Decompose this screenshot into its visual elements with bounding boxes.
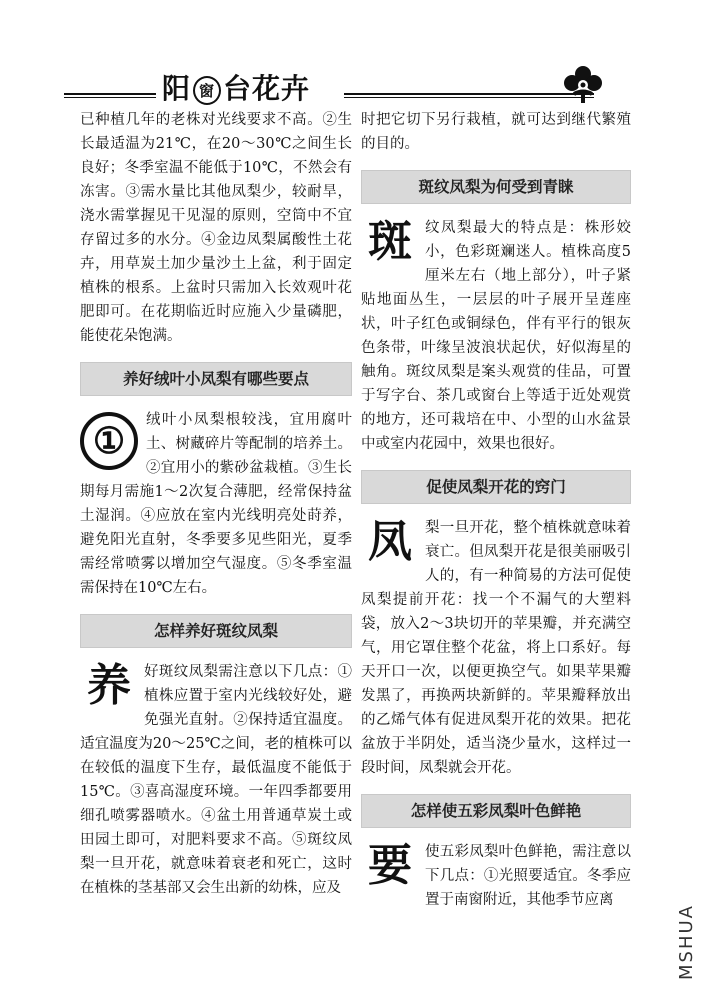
drop-cap: 要	[368, 840, 412, 891]
right-paragraph-1: 时把它切下另行栽植，就可达到继代繁殖的目的。	[361, 112, 631, 152]
section-heading	[80, 362, 352, 396]
heading-text: 怎样使五彩凤梨叶色鲜艳	[410, 802, 582, 820]
article-body	[361, 840, 631, 912]
drop-cap: 养	[87, 660, 131, 711]
header-rule-left	[64, 93, 156, 98]
heading-text: 促使凤梨开花的窍门	[426, 478, 566, 496]
article-body	[80, 660, 352, 900]
header-rule-right	[344, 93, 594, 98]
section-heading	[361, 170, 631, 204]
section-heading	[80, 614, 352, 648]
section-heading	[361, 794, 631, 828]
article-body	[361, 516, 631, 780]
title-part1: 阳	[162, 72, 192, 105]
right-paragraph-4: 使五彩凤梨叶色鲜艳，需注意以下几点：①光照要适宜。冬季应置于南窗附近，其他季节应离	[425, 844, 631, 908]
drop-cap: 斑	[368, 216, 412, 267]
watermark	[676, 880, 700, 990]
heading-text: 养好绒叶小凤梨有哪些要点	[122, 370, 309, 388]
flower-emblem-icon	[560, 61, 606, 107]
left-column	[80, 108, 352, 900]
right-paragraph-2: 纹凤梨最大的特点是：株形姣小，色彩斑斓迷人。植株高度5厘米左右（地上部分），叶子紧贴地面丛生，一层层的叶子展开呈莲座状，叶子红色或铜绿色，伴有平行的银灰色条带，叶缘呈波浪状起伏，好似海星的触角。斑纹凤梨是案头观赏的佳品，可置于写字台、茶几或窗台上等适于近处观赏的地方，还可栽培在中、小型的山水盆景中或室内花园中，效果也很好。	[361, 220, 631, 452]
left-paragraph-1: 已种植几年的老株对光线要求不高。②生长最适温为21℃，在20～30℃之间生长良好；冬季室温不能低于10℃，不然会有冻害。③需水量比其他凤梨少，较耐旱，浇水需掌握见干见湿的原则，空筒中不宜存留过多的水分。④金边凤梨属酸性土花卉，用草炭土加少量沙土上盆，利于固定植株的根系。上盆时只需加入长效观叶花肥即可。在花期临近时应施入少量磷肥，能使花朵饱满。	[80, 112, 352, 344]
article-body	[80, 408, 352, 600]
title-part2: 台花卉	[223, 72, 311, 105]
right-column	[361, 108, 631, 912]
title-seal: 窗	[193, 76, 221, 105]
drop-cap: 凤	[368, 516, 412, 567]
left-paragraph-2: 绒叶小凤梨根较浅，宜用腐叶土、树藏碎片等配制的培养土。②宜用小的紫砂盆栽植。③生长期每月需施1～2次复合薄肥，经常保持盆土湿润。④应放在室内光线明亮处莳养，避免阳光直射，冬季要多见些阳光，夏季需经常喷雾以增加空气湿度。⑤冬季室温需保持在10℃左右。	[80, 412, 352, 596]
left-paragraph-3: 好斑纹凤梨需注意以下几点：①植株应置于室内光线较好处，避免强光直射。②保持适宜温度。适宜温度为20～25℃之间，老的植株可以在较低的温度下生存，最低温度不能低于15℃。③喜高湿度环境。一年四季都要用细孔喷雾器喷水。④盆土用普通草炭土或田园土即可，对肥料要求不高。⑤斑纹凤梨一旦开花，就意味着衰老和死亡，这时在植株的茎基部又会生出新的幼株，应及	[80, 664, 352, 896]
heading-text: 怎样养好斑纹凤梨	[153, 622, 278, 640]
right-paragraph-3: 梨一旦开花，整个植株就意味着衰亡。但凤梨开花是很美丽吸引人的，有一种简易的方法可促使凤梨提前开花：找一个不漏气的大塑料袋，放入2～3块切开的苹果瓣，并充满空气，用它罩住整个花盆，将上口系好。每天开口一次，以便更换空气。如果苹果瓣发黑了，再换两块新鲜的。苹果瓣释放出的乙烯气体有促进凤梨开花的效果。把花盆放于半阴处，适当浇少量水，这样过一段时间，凤梨就会开花。	[361, 520, 631, 776]
section-title	[162, 67, 310, 107]
heading-text: 斑纹凤梨为何受到青睐	[418, 178, 574, 196]
watermark-text: MSHUA	[676, 904, 697, 980]
section-heading	[361, 470, 631, 504]
article-body	[361, 216, 631, 456]
drop-cap: ①	[80, 412, 138, 470]
page-header	[64, 55, 674, 115]
